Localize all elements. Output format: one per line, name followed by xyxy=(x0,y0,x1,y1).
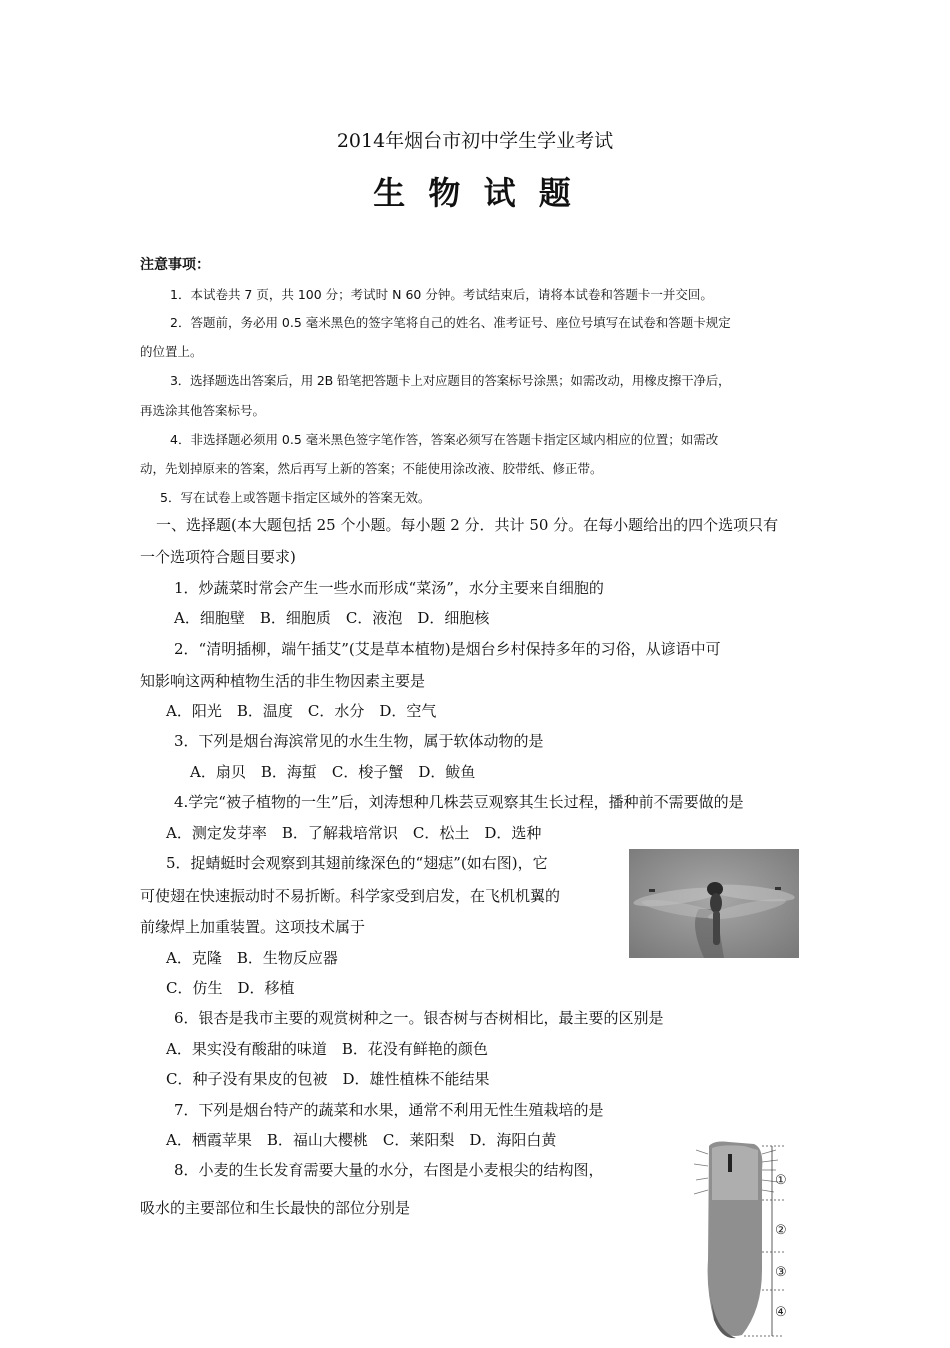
question-2-options: A．阳光 B．温度 C．水分 D．空气 xyxy=(166,702,437,720)
question-5-options-1: A．克隆 B．生物反应器 xyxy=(166,949,338,967)
question-3: 3．下列是烟台海滨常见的水生生物，属于软体动物的是 xyxy=(174,732,544,750)
note-item-4-line-2: 动，先划掉原来的答案，然后再写上新的答案；不能使用涂改液、胶带纸、修正带。 xyxy=(140,461,603,476)
question-7: 7．下列是烟台特产的蔬菜和水果，通常不利用无性生殖栽培的是 xyxy=(174,1101,604,1119)
root-label-3: ③ xyxy=(775,1265,787,1280)
question-8-line-2: 吸水的主要部位和生长最快的部位分别是 xyxy=(140,1199,411,1217)
question-8-line-1: 8．小麦的生长发育需要大量的水分，右图是小麦根尖的结构图， xyxy=(174,1161,604,1179)
note-item-2-line-2: 的位置上。 xyxy=(140,344,203,359)
question-2-line-2: 知影响这两种植物生活的非生物因素主要是 xyxy=(140,672,426,690)
root-label-4: ④ xyxy=(775,1305,787,1320)
dragonfly-image xyxy=(629,849,799,958)
note-item-3-line-1: 3．选择题选出答案后，用 2B 铅笔把答题卡上对应题目的答案标号涂黑；如需改动，用橡皮擦干净后， xyxy=(170,373,731,388)
question-4-options: A．测定发芽率 B．了解栽培常识 C．松土 D．选种 xyxy=(166,824,542,842)
note-item-2-line-1: 2．答题前，务必用 0.5 毫米黑色的签字笔将自己的姓名、准考证号、座位号填写在试卷和答题卡规定 xyxy=(170,315,731,330)
question-5-line-1: 5．捉蜻蜓时会观察到其翅前缘深色的“翅痣”(如右图)，它 xyxy=(166,854,548,872)
note-item-4-line-1: 4．非选择题必须用 0.5 毫米黑色签字笔作答，答案必须写在答题卡指定区域内相应的位置；如需改 xyxy=(170,432,719,447)
question-6-options-1: A．果实没有酸甜的味道 B．花没有鲜艳的颜色 xyxy=(166,1040,488,1058)
question-1: 1．炒蔬菜时常会产生一些水而形成“菜汤”，水分主要来自细胞的 xyxy=(174,579,604,597)
question-1-options: A．细胞壁 B．细胞质 C．液泡 D．细胞核 xyxy=(174,609,490,627)
question-2-line-1: 2．“清明插柳，端午插艾”(艾是草本植物)是烟台乡村保持多年的习俗，从谚语中可 xyxy=(174,640,721,658)
root-label-1: ① xyxy=(775,1173,787,1188)
notes-heading: 注意事项： xyxy=(140,257,210,273)
note-item-1: 1．本试卷共 7 页，共 100 分；考试时 N 60 分钟。考试结束后，请将本试卷和答题卡一并交回。 xyxy=(170,287,713,302)
question-7-options: A．栖霞苹果 B．福山大樱桃 C．莱阳梨 D．海阳白黄 xyxy=(166,1131,557,1149)
question-3-options: A．扇贝 B．海蜇 C．梭子蟹 D．鲅鱼 xyxy=(190,763,476,781)
question-4: 4.学完“被子植物的一生”后，刘涛想种几株芸豆观察其生长过程，播种前不需要做的是 xyxy=(174,793,744,811)
section-1-intro-line-1: 一、选择题(本大题包括 25 个小题。每小题 2 分．共计 50 分。在每小题给出的四个选项只有 xyxy=(156,516,779,534)
root-label-2: ② xyxy=(775,1223,787,1238)
section-1-intro-line-2: 一个选项符合题目要求) xyxy=(140,548,296,566)
question-5-line-2: 可使翅在快速振动时不易折断。科学家受到启发，在飞机机翼的 xyxy=(140,887,561,905)
question-5-options-2: C．仿生 D．移植 xyxy=(166,979,295,997)
subject-title: 生 物 试 题 xyxy=(373,174,577,212)
root-tip-figure xyxy=(684,1140,800,1344)
note-item-5: 5．写在试卷上或答题卡指定区域外的答案无效。 xyxy=(160,490,431,505)
question-5-line-3: 前缘焊上加重装置。这项技术属于 xyxy=(140,918,366,936)
question-6-options-2: C．种子没有果皮的包被 D．雄性植株不能结果 xyxy=(166,1070,490,1088)
root-tip-image xyxy=(684,1140,800,1344)
dragonfly-figure xyxy=(629,849,799,958)
exam-title: 2014年烟台市初中学生学业考试 xyxy=(336,130,614,152)
note-item-3-line-2: 再选涂其他答案标号。 xyxy=(140,403,266,418)
question-6: 6．银杏是我市主要的观赏树种之一。银杏树与杏树相比，最主要的区别是 xyxy=(174,1009,664,1027)
